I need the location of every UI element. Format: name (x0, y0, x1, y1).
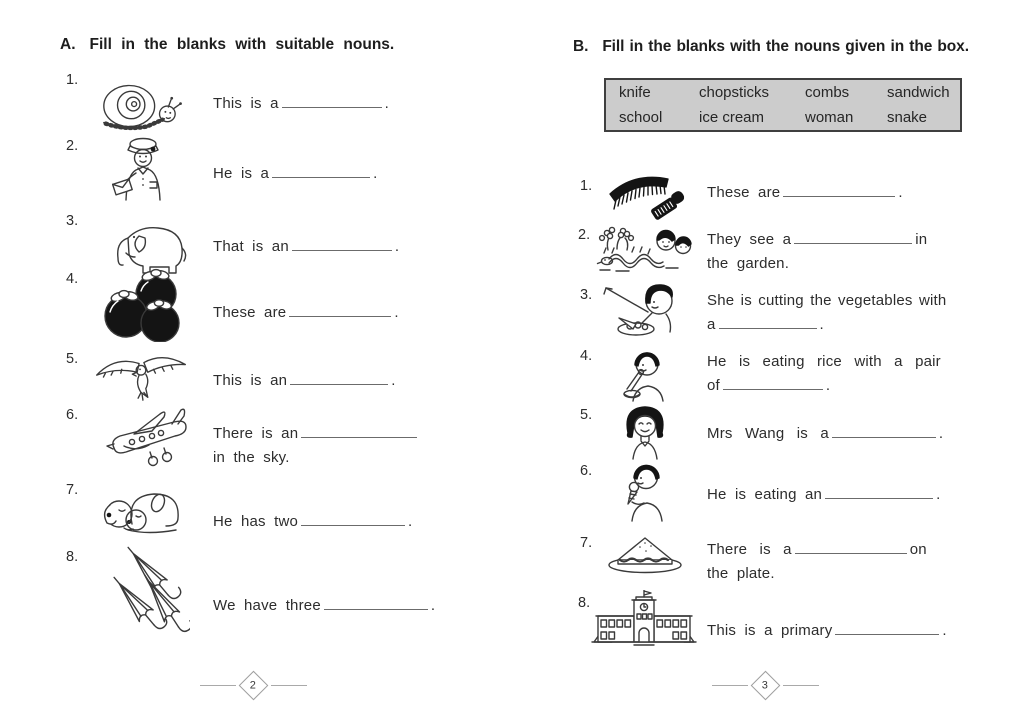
eagle-icon (92, 352, 190, 404)
section-a-header (60, 36, 394, 54)
mrs-wang-icon (620, 402, 670, 460)
item-number: 1. (580, 178, 593, 194)
item-number: 6. (580, 463, 593, 479)
sentence: This is a primary . (707, 622, 947, 639)
page-number-diamond (239, 671, 269, 701)
sentence: There is an in the sky. (213, 422, 420, 470)
divider (200, 685, 236, 686)
section-b-header (573, 38, 969, 56)
boy-ice-cream-icon (618, 458, 668, 522)
blank-line (832, 425, 936, 438)
item-number: 7. (580, 535, 593, 551)
item-number: 4. (580, 348, 593, 364)
sentence: They see a in the garden. (707, 231, 928, 272)
snail-icon (96, 82, 182, 132)
sentence: This is an . (213, 372, 396, 389)
blank-line (794, 231, 912, 244)
blank-line (324, 597, 428, 610)
word-box-word: woman (805, 108, 854, 126)
word-box-word: chopsticks (699, 83, 770, 101)
blank-line (795, 541, 907, 554)
word-box-word: ice cream (699, 108, 765, 126)
sentence: There is a on the plate. (707, 541, 927, 582)
cutting-vegetables-icon (602, 280, 692, 340)
divider (271, 685, 307, 686)
dogs-icon (98, 478, 188, 538)
blank-line (292, 238, 392, 251)
sentence: These are . (707, 184, 903, 201)
blank-line (835, 622, 939, 635)
sentence: He is a . (213, 165, 378, 182)
section-b-title: Fill in the blanks with the nouns given in the box. (602, 38, 969, 55)
snake-in-garden-icon (596, 224, 692, 274)
word-box-word: sandwich (887, 83, 950, 101)
item-number: 8. (66, 549, 79, 565)
item-number: 6. (66, 407, 79, 423)
sentence: We have three . (213, 597, 436, 614)
blank-line (290, 372, 388, 385)
page-number: 2 (250, 679, 257, 692)
word-box (604, 78, 962, 132)
page-number: 3 (762, 679, 769, 692)
combs-icon (606, 170, 690, 222)
word-box-word: knife (619, 83, 651, 101)
item-number: 2. (66, 138, 79, 154)
item-number: 5. (580, 407, 593, 423)
sentence: These are . (213, 304, 399, 321)
sentence: This is a . (213, 95, 390, 112)
sentence: She is cutting the vegetables with a . (707, 292, 947, 333)
section-b-label: B. (573, 38, 589, 55)
sentence: He is eating rice with a pair of . (707, 353, 941, 394)
sentence: That is an . (213, 238, 400, 255)
mangosteens-icon (96, 266, 188, 342)
blank-line (301, 425, 417, 438)
blank-line (825, 486, 933, 499)
sentence: He is eating an . (707, 486, 941, 503)
item-number: 5. (66, 351, 79, 367)
school-building-icon (590, 590, 698, 648)
word-box-word: combs (805, 83, 850, 101)
sentence: Mrs Wang is a . (707, 425, 944, 442)
item-number: 3. (580, 287, 593, 303)
sentence: He has two . (213, 513, 413, 530)
item-number: 1. (66, 72, 79, 88)
section-a-title: Fill in the blanks with suitable nouns. (89, 36, 395, 53)
blank-line (719, 316, 817, 329)
umbrellas-icon (102, 540, 190, 638)
blank-line (783, 184, 895, 197)
sandwich-icon (606, 532, 684, 574)
boy-chopsticks-icon (620, 344, 670, 402)
left-page-marker (200, 675, 307, 696)
item-number: 2. (578, 227, 591, 243)
item-number: 8. (578, 595, 591, 611)
right-page-marker (712, 675, 819, 696)
aeroplane-icon (102, 404, 196, 474)
postman-icon (112, 135, 172, 201)
divider (712, 685, 748, 686)
section-a-label: A. (60, 36, 76, 53)
blank-line (282, 95, 382, 108)
item-number: 3. (66, 213, 79, 229)
item-number: 4. (66, 271, 79, 287)
blank-line (301, 513, 405, 526)
blank-line (272, 165, 370, 178)
blank-line (723, 377, 823, 390)
page-number-diamond (751, 671, 781, 701)
word-box-word: snake (887, 108, 928, 126)
divider (783, 685, 819, 686)
word-box-word: school (619, 108, 663, 126)
item-number: 7. (66, 482, 79, 498)
blank-line (289, 304, 391, 317)
